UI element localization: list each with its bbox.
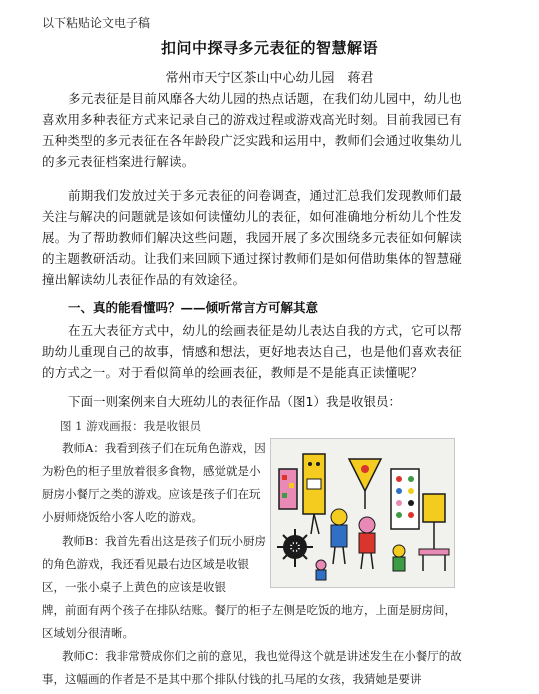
cashier-figure	[391, 469, 419, 529]
paragraph-intro: 多元表征是目前风靡各大幼儿园的热点话题，在我们幼儿园中，幼儿也喜欢用多种表征方式来记录自己的游戏过程或游戏高光时刻。目前我园已有五种类型的多元表征在各年龄段广泛实践和运用中，教师们会通过收集幼儿的多元表征档案进行解读。	[42, 91, 462, 169]
page-title: 扣问中探寻多元表征的智慧解语	[160, 39, 378, 57]
section-heading-1: 一、真的能看懂吗？——倾听常言方可解其意	[68, 300, 319, 315]
figure-eye	[316, 462, 320, 466]
child-drawing-figure	[270, 438, 455, 588]
teacher-c-note: 教师C：我非常赞成你们之前的意见，我也觉得这个就是讲述发生在小餐厅的故事，这幅画的作者是不是其中那个排队付钱的扎马尾的女孩，我猜她是要讲	[42, 649, 462, 686]
figure-caption: 图 1 游戏画报：我是收银员	[60, 419, 202, 433]
header-note: 以下粘贴论文电子稿	[42, 16, 151, 30]
figure-window	[307, 479, 321, 489]
paragraph-survey: 前期我们发放过关于多元表征的问卷调查，通过汇总我们发现教师们最关注与解决的问题就是该如何读懂幼儿的表征，如何准确地分析幼儿个性发展。为了帮助教师们解决这些问题，我园开展了多次围绕多元表征如何解读的主题教研活动。让我们来回顾下通过探讨教师们是如何借助集体的智慧碰撞出解读幼儿表征作品的有效途径。	[42, 188, 462, 287]
child-figure-head	[331, 509, 347, 525]
paragraph-case-intro: 下面一则案例来自大班幼儿的表征作品（图1）我是收银员：	[68, 394, 401, 409]
author-line: 常州市天宁区茶山中心幼儿园 蒋君	[165, 71, 374, 86]
teacher-b-note-cont: 牌，前面有两个孩子在排队结账。餐厅的柜子左侧是吃饭的地方，上面是厨房间，区域划分很清晰。	[42, 603, 456, 640]
food-item	[282, 475, 287, 480]
teacher-b-note: 教师B：我首先看出这是孩子们玩小厨房的角色游戏，我还看见最右边区域是收银区，一张小桌子上黄色的应该是收银	[42, 534, 266, 594]
child-figure-head	[359, 517, 375, 533]
small-table	[419, 549, 449, 555]
food-item	[282, 493, 287, 498]
food-item	[289, 483, 294, 488]
teacher-a-note: 教师A：我看到孩子们在玩角色游戏，因为粉色的柜子里放着很多食物，感觉就是小厨房小餐厅之类的游戏。应该是孩子们在玩小厨师烧饭给小客人吃的游戏。	[42, 441, 266, 524]
yellow-triangle	[349, 459, 381, 491]
child-figure-body	[331, 525, 347, 547]
child-figure-body	[359, 533, 375, 553]
yellow-cash-sign	[423, 494, 445, 522]
figure-eye	[308, 462, 312, 466]
paragraph-drawing: 在五大表征方式中，幼儿的绘画表征是幼儿表达自我的方式，它可以帮助幼儿重现自己的故事，情感和想法，更好地表达自己，也是他们喜欢表征的方式之一。对于看似简单的绘画表征，教师是不是能真正读懂呢？	[42, 323, 462, 380]
child-drawing	[271, 439, 454, 587]
pink-cabinet	[279, 469, 297, 509]
